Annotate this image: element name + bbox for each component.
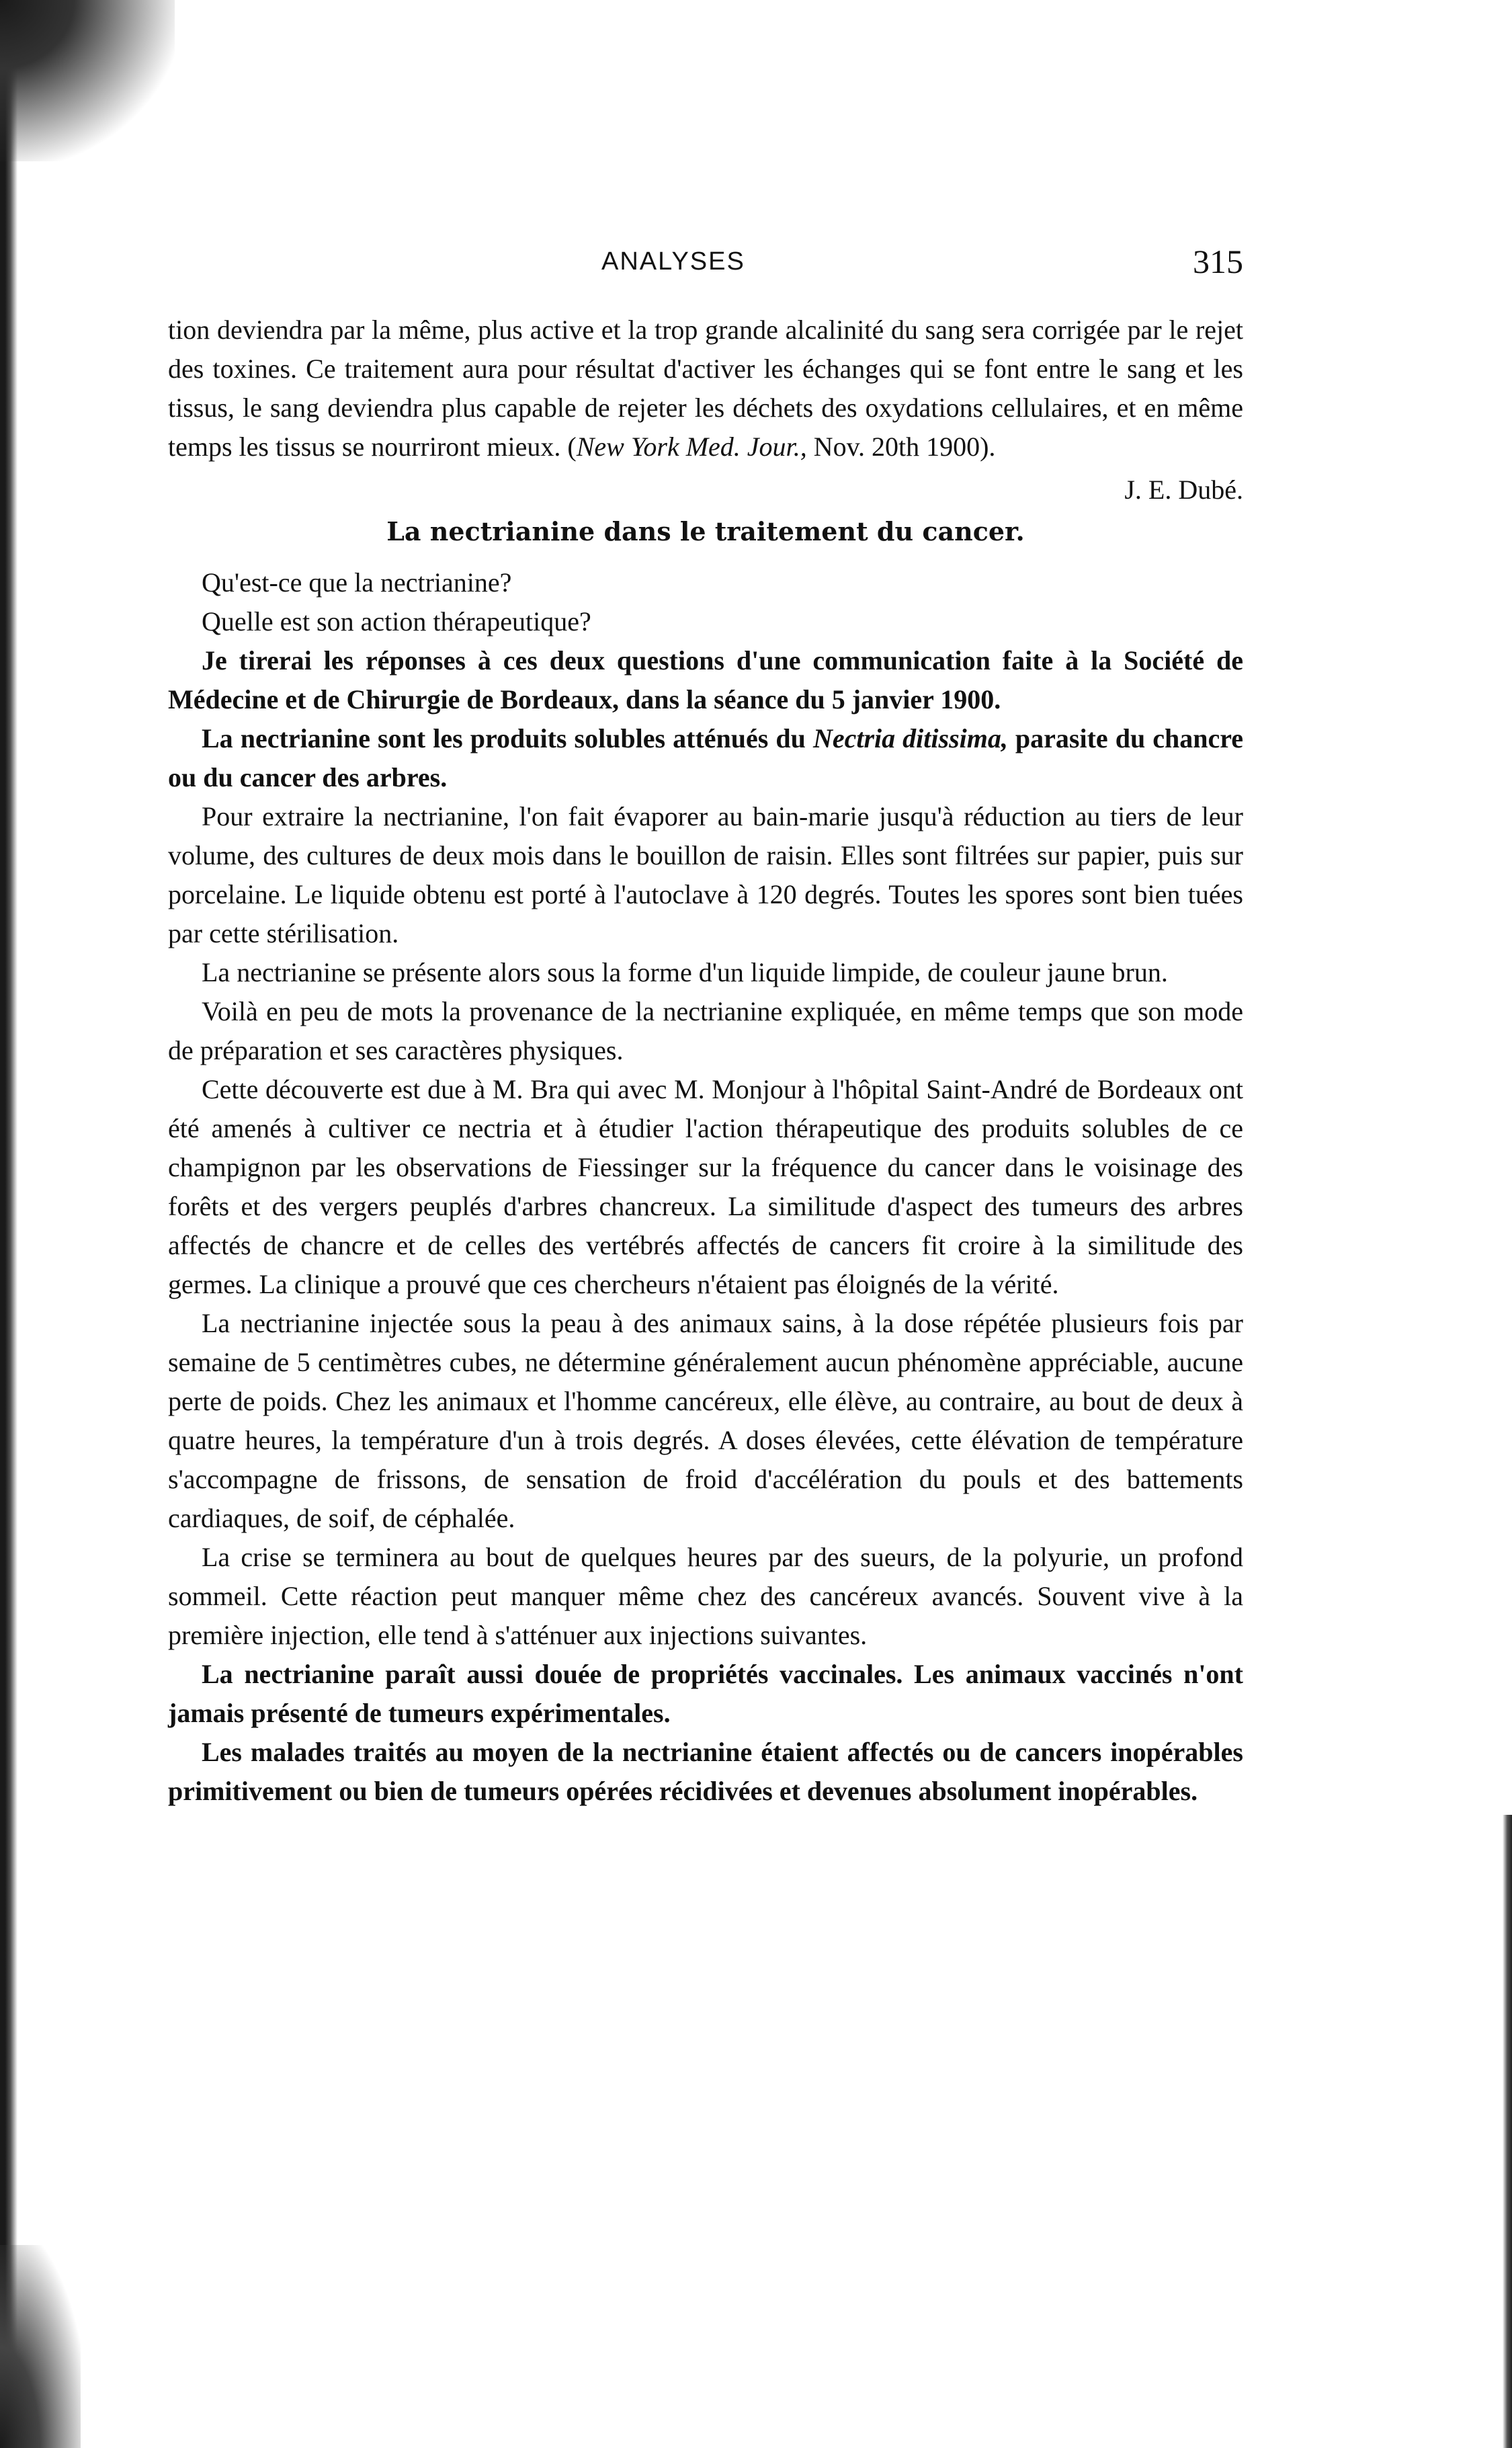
paragraph-extraction: Pour extraire la nectrianine, l'on fait évaporer au bain-marie jusqu'à réduction au tiers de leur volume, des cultures de deux mois dans le bouillon de raisin. Elles sont filtrées sur papier, puis sur porcelaine. Le liquide obtenu est porté à l'autoclave à 120 degrés. Toutes les spores sont bien tuées par cette stérilisation. <box>168 801 1243 948</box>
paragraph-text: La nectrianine sont les produits solubles atténués du <box>202 723 813 753</box>
question-1: Qu'est-ce que la nectrianine? <box>202 567 512 598</box>
paragraph-injection: La nectrianine injectée sous la peau à des animaux sains, à la dose répétée plusieurs fois par semaine de 5 centimètres cubes, ne détermine généralement aucun phénomène appréciable, aucune perte de poids. Chez les animaux et l'homme cancéreux, elle élève, au contraire, au bout de deux à quatre heures, la température d'un à trois degrés. A doses élevées, cette élévation de température s'accompagne de frissons, de sensation de froid d'accélération du pouls et des battements cardiaques, de soif, de céphalée. <box>168 1308 1243 1533</box>
scan-edge-left <box>0 0 17 2448</box>
question-2: Quelle est son action thérapeutique? <box>202 606 591 637</box>
paragraph-appearance: La nectrianine se présente alors sous la forme d'un liquide limpide, de couleur jaune brun. <box>202 957 1168 987</box>
citation-date: Nov. 20th 1900). <box>806 432 996 462</box>
species-name: Nectria ditissima, <box>812 723 1008 753</box>
section-heading: La nectrianine dans le traitement du cancer. <box>386 516 1025 546</box>
scan-blot-bottom-left <box>0 2245 81 2448</box>
citation-journal: New York Med. Jour., <box>576 432 807 462</box>
page-body <box>168 311 1243 1811</box>
paragraph-crisis: La crise se terminera au bout de quelques heures par des sueurs, de la polyurie, un profond sommeil. Cette réaction peut manquer même chez des cancéreux avancés. Souvent vive à la première injection, elle tend à s'atténuer aux injections suivantes. <box>168 1542 1243 1650</box>
author-signature: J. E. Dubé. <box>1124 475 1243 505</box>
paragraph-patients: Les malades traités au moyen de la nectrianine étaient affectés ou de cancers inopérables primitivement ou bien de tumeurs opérées récidivées et devenues absolument inopérables. <box>168 1737 1243 1806</box>
paragraph-definition <box>168 719 1243 797</box>
paragraph-summary: Voilà en peu de mots la provenance de la nectrianine expliquée, en même temps que son mode de préparation et ses caractères physiques. <box>168 996 1243 1065</box>
paragraph-continuation <box>168 311 1243 466</box>
paragraph-text-tail: parasite du chancre ou du cancer des arbres. <box>168 723 1244 792</box>
scan-edge-right <box>1503 1815 1512 2448</box>
running-head <box>168 243 1243 288</box>
scan-blot-top-left <box>0 0 175 161</box>
paragraph-vaccinal: La nectrianine paraît aussi douée de propriétés vaccinales. Les animaux vaccinés n'ont jamais présenté de tumeurs expérimentales. <box>168 1659 1243 1728</box>
paragraph-source: Je tirerai les réponses à ces deux questions d'une communication faite à la Société de Médecine et de Chirurgie de Bordeaux, dans la séance du 5 janvier 1900. <box>168 645 1243 715</box>
paragraph-discovery: Cette découverte est due à M. Bra qui avec M. Monjour à l'hôpital Saint-André de Bordeaux ont été amenés à cultiver ce nectria et à étudier l'action thérapeutique des produits solubles de ce champignon par les observations de Fiessinger sur la fréquence du cancer dans le voisinage des forêts et des vergers peuplés d'arbres chancreux. La similitude d'aspect des tumeurs des arbres affectés de chancre et de celles des vertébrés affectés de cancers fit croire à la similitude des germes. La clinique a prouvé que ces chercheurs n'étaient pas éloignés de la vérité. <box>168 1074 1243 1299</box>
page-number: 315 <box>1193 243 1243 280</box>
running-head-title: ANALYSES <box>601 247 745 276</box>
paragraph-text: tion deviendra par la même, plus active et la trop grande alcalinité du sang sera corrigée par le rejet des toxines. Ce traitement aura pour résultat d'activer les échanges qui se font entre le sang et les tissus, le sang deviendra plus capable de rejeter les déchets des oxydations cellulaires, et en même temps les tissus se nourriront mieux. ( <box>168 315 1243 462</box>
